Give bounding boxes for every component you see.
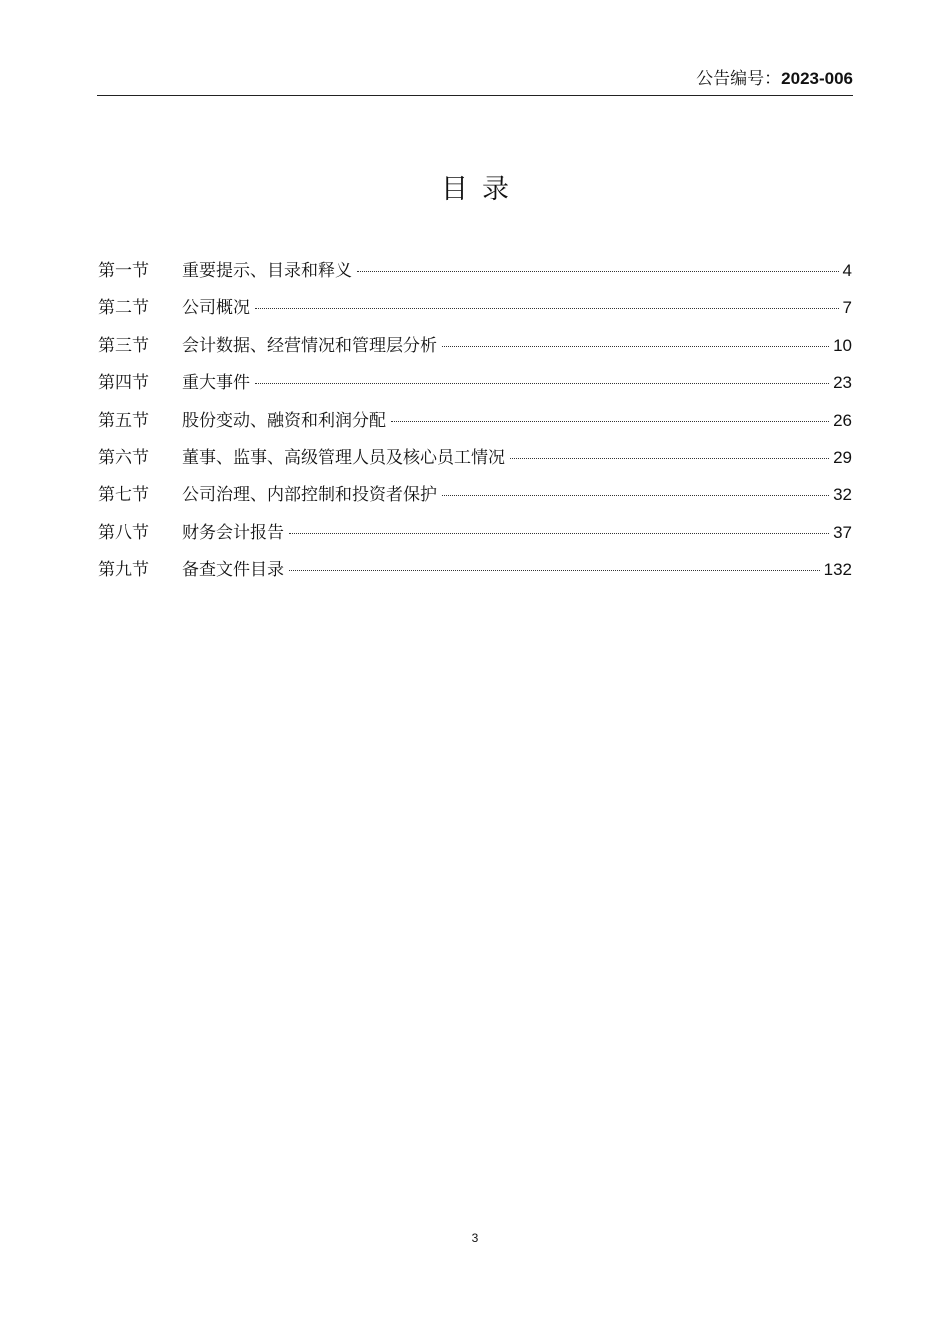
toc-section-label: 第七节 [98, 485, 149, 506]
toc-entry[interactable] [98, 480, 852, 517]
toc-leader-dots [442, 495, 829, 496]
toc-entry[interactable] [98, 368, 852, 405]
toc-entry-title: 重大事件 [182, 373, 250, 394]
toc-entry-title: 公司治理、内部控制和投资者保护 [182, 485, 437, 506]
toc-page-number: 7 [842, 298, 852, 318]
toc-entry[interactable] [98, 406, 852, 443]
toc-entry-title: 重要提示、目录和释义 [182, 261, 352, 281]
toc-page-number: 132 [823, 560, 852, 580]
toc-section-label: 第九节 [98, 560, 149, 581]
toc-entry[interactable] [98, 331, 852, 368]
toc-entry-title: 财务会计报告 [182, 522, 284, 543]
toc-section-label: 第二节 [98, 298, 149, 319]
toc-section-label: 第一节 [98, 261, 149, 281]
announcement-label: 公告编号： [696, 69, 782, 89]
announcement-number-value: 2023-006 [781, 69, 853, 88]
toc-section-label: 第六节 [98, 447, 149, 468]
toc-entry[interactable] [98, 555, 852, 592]
toc-leader-dots [391, 421, 829, 422]
toc-entry[interactable] [98, 256, 852, 293]
toc-entry[interactable] [98, 443, 852, 480]
toc-leader-dots [289, 570, 820, 571]
toc-page-number: 29 [833, 447, 852, 467]
toc-entry[interactable] [98, 518, 852, 555]
toc-leader-dots [255, 383, 829, 384]
toc-entry-title: 公司概况 [182, 298, 250, 319]
page-header [97, 66, 853, 96]
toc-leader-dots [442, 346, 829, 347]
toc-page-number: 23 [833, 373, 852, 393]
toc-page-number: 26 [833, 410, 852, 430]
toc-page-number: 10 [833, 335, 852, 355]
toc-section-label: 第五节 [98, 410, 149, 431]
table-of-contents [98, 256, 852, 593]
toc-page-number: 37 [833, 522, 852, 542]
toc-page-number: 32 [833, 485, 852, 505]
toc-section-label: 第四节 [98, 373, 149, 394]
toc-page-number: 4 [842, 261, 852, 280]
footer-page-number: 3 [471, 1231, 479, 1245]
announcement-number [696, 68, 853, 90]
toc-entry[interactable] [98, 293, 852, 330]
toc-leader-dots [255, 308, 839, 309]
toc-leader-dots [510, 458, 829, 459]
toc-title: 目录 [441, 174, 523, 205]
toc-entry-title: 备查文件目录 [182, 560, 284, 581]
toc-section-label: 第三节 [98, 335, 149, 356]
toc-entry-title: 股份变动、融资和利润分配 [182, 410, 386, 431]
toc-entry-title: 会计数据、经营情况和管理层分析 [182, 335, 437, 356]
toc-leader-dots [289, 533, 829, 534]
toc-section-label: 第八节 [98, 522, 149, 543]
toc-leader-dots [357, 271, 839, 272]
toc-entry-title: 董事、监事、高级管理人员及核心员工情况 [182, 447, 505, 468]
